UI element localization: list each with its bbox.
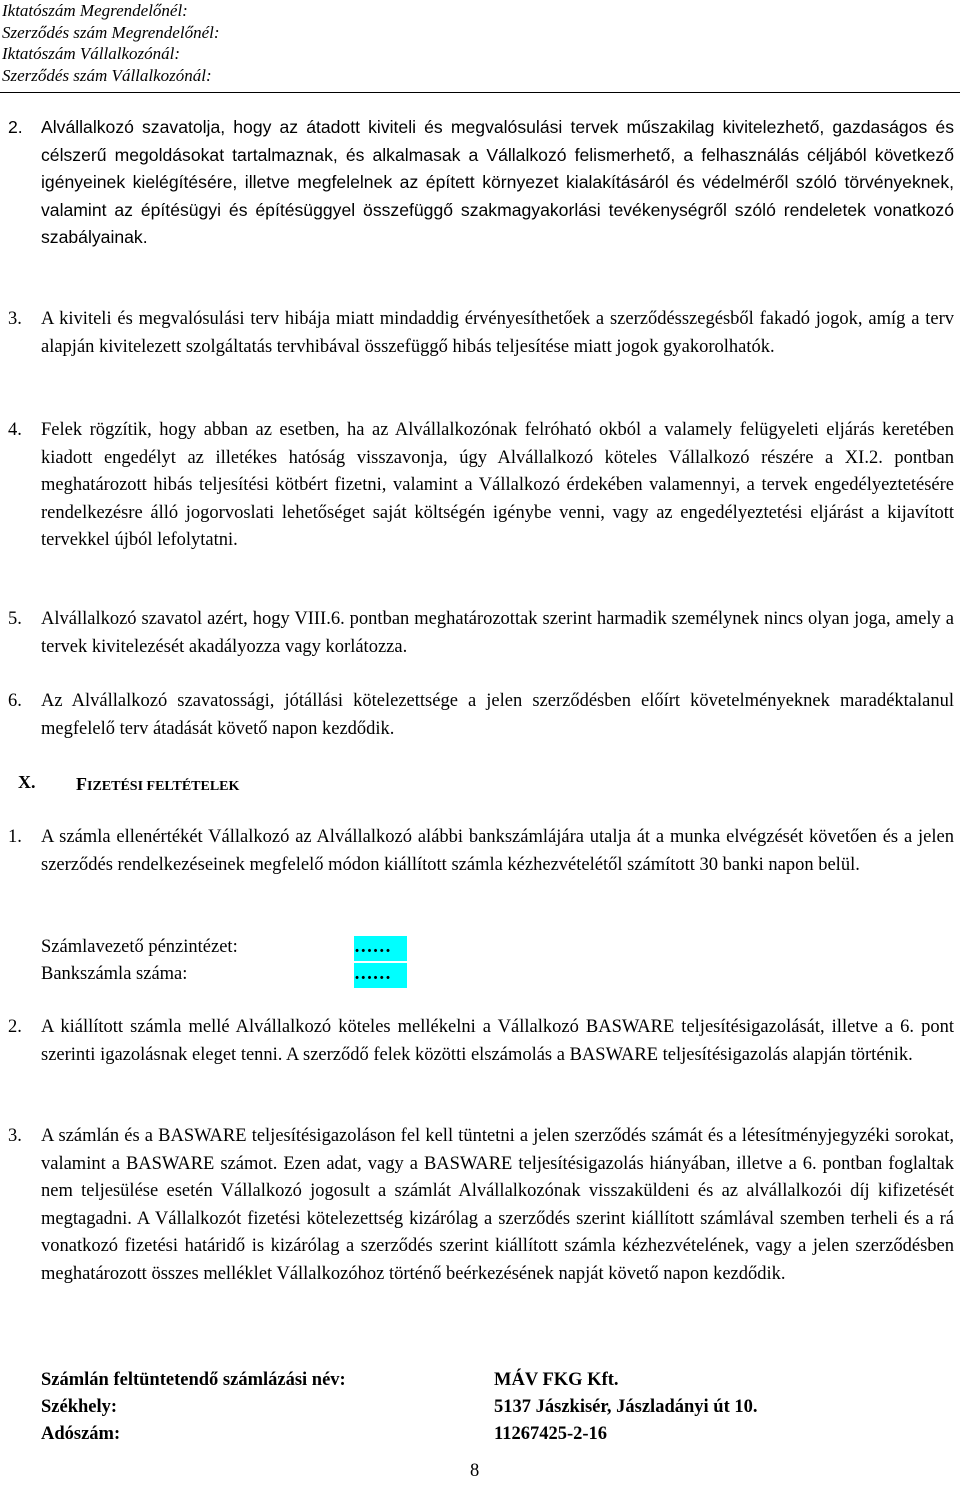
header-line-contractor-registry: Iktatószám Vállalkozónál:: [2, 44, 181, 63]
payment-clause-2: [8, 1014, 954, 1069]
clause-text: Felek rögzítik, hogy abban az esetben, ha az Alvállalkozónak felróható okból a valamely felügyeleti eljárás keretében kiadott engedélyt az illetékes hatóság visszavonja, úgy Alvállalkozó köteles Vállalkozó részére a XI.2. pontban meghatározott hibás teljesítési kötbért fizetni, valamint a Vállalkozó érdekében valamennyi, a tervek engedélyeztetésére rendelkezésre álló jogorvoslati lehetőséget saját költségén igénybe venni, vagy az engedélyeztetési eljárást a kijavított tervekkel újból lefolytatni.: [41, 420, 954, 551]
clause-text: A kiállított számla mellé Alvállalkozó köteles mellékelni a Vállalkozó BASWARE teljesítésigazolását, illetve a 6. pont szerinti igazolásnak eleget tenni. A szerződő felek közötti elszámolás a BASWARE teljesítésigazolás alapján történik.: [41, 1017, 954, 1065]
clause-text: Alvállalkozó szavatolja, hogy az átadott kiviteli és megvalósulási tervek műszakilag kivitelezhető, gazdaságos és célszerű megoldásokat tartalmaznak, és alkalmasak a Vállalkozó felismerhető, a felhasználás céljából következő igényeinek kielégítésére, illetve megfelelnek az épített környezet kialakításáról és védelméről szóló törvényeknek, valamint az építésügyi és építésüggyel összefüggő szakmagyakorlási tevékenységről szóló rendeletek vonatkozó szabályainak.: [41, 117, 954, 248]
billing-tax-value: 11267425-2-16: [494, 1424, 608, 1444]
payment-clause-1: [8, 824, 954, 879]
clause-number: 2.: [8, 1017, 22, 1037]
document-header: [2, 0, 957, 86]
bank-name-label: Számlavezető pénzintézet:: [41, 937, 238, 957]
billing-name-value: MÁV FKG Kft.: [494, 1370, 619, 1390]
clause-number: 3.: [8, 1126, 22, 1146]
section-number: X.: [18, 772, 36, 792]
clause-6: [8, 688, 954, 743]
bank-account-label: Bankszámla száma:: [41, 964, 188, 984]
header-divider: [0, 92, 960, 93]
clause-number: 6.: [8, 691, 22, 711]
section-title: [76, 774, 239, 795]
clause-4: [8, 417, 954, 555]
clause-5: [8, 606, 954, 661]
clause-text: A kiviteli és megvalósulási terv hibája miatt mindaddig érvényesíthetőek a szerződésszegésből fakadó jogok, amíg a terv alapján kivitelezett szolgáltatás tervhibával összefüggő hibás teljesítése miatt jogok gyakorolhatók.: [41, 309, 954, 357]
clause-number: 2.: [8, 117, 23, 137]
clause-2: [8, 114, 954, 252]
section-title-rest: IZETÉSI FELTÉTELEK: [87, 779, 240, 794]
section-title-initial: F: [76, 774, 87, 794]
clause-text: A számla ellenértékét Vállalkozó az Alvállalkozó alábbi bankszámlájára utalja át a munka elvégzését követően és a jelen szerződés rendelkezéseinek megfelelő módon kiállított számla kézhezvételétől számított 30 banki napon belül.: [41, 827, 954, 875]
clause-number: 5.: [8, 609, 22, 629]
clause-number: 3.: [8, 309, 22, 329]
clause-3: [8, 306, 954, 361]
payment-clause-3: [8, 1123, 954, 1289]
header-line-order-contract: Szerződés szám Megrendelőnél:: [2, 22, 220, 42]
header-line-order-registry: Iktatószám Megrendelőnél:: [2, 1, 188, 20]
clause-text: Az Alvállalkozó szavatossági, jótállási kötelezettsége a jelen szerződésben előírt követelményeknek maradéktalanul megfelelő terv átadását követő napon kezdődik.: [41, 691, 954, 739]
billing-seat-value: 5137 Jászkisér, Jászladányi út 10.: [494, 1397, 758, 1417]
clause-number: 1.: [8, 827, 22, 847]
page-number: 8: [470, 1461, 480, 1481]
billing-tax-label: Adószám:: [41, 1424, 121, 1444]
billing-seat-label: Székhely:: [41, 1397, 118, 1417]
clause-number: 4.: [8, 420, 22, 440]
clause-text: A számlán és a BASWARE teljesítésigazoláson fel kell tüntetni a jelen szerződés számát és a létesítményjegyzéki sorokat, valamint a BASWARE számot. Ezen adat, vagy a BASWARE teljesítésigazolás hiányában, illetve a 6. pontban foglaltak nem teljesülése esetén Vállalkozó jogosult a számlát Alvállalkozónak visszaküldeni és az alvállalkozói díj kifizetését megtagadni. A Vállalkozót fizetési kötelezettség kizárólag a szerződés szerint kiállított számlával szemben terheli és a rá vonatkozó fizetési határidő is kizárólag a szerződés szerint kiállított számla kézhezvételének, vagy a jelen szerződésben meghatározott összes melléklet Vállalkozóhoz történő beérkezésének napját követő napon kezdődik.: [41, 1126, 954, 1284]
header-line-contractor-contract: Szerződés szám Vállalkozónál:: [2, 65, 212, 85]
clause-text: Alvállalkozó szavatol azért, hogy VIII.6. pontban meghatározottak szerint harmadik személynek nincs olyan joga, amely a tervek kivitelezését akadályozza vagy korlátozza.: [41, 609, 954, 657]
bank-name-value: ……: [354, 936, 407, 961]
billing-name-label: Számlán feltüntetendő számlázási név:: [41, 1370, 346, 1390]
bank-account-value: ……: [354, 963, 407, 988]
